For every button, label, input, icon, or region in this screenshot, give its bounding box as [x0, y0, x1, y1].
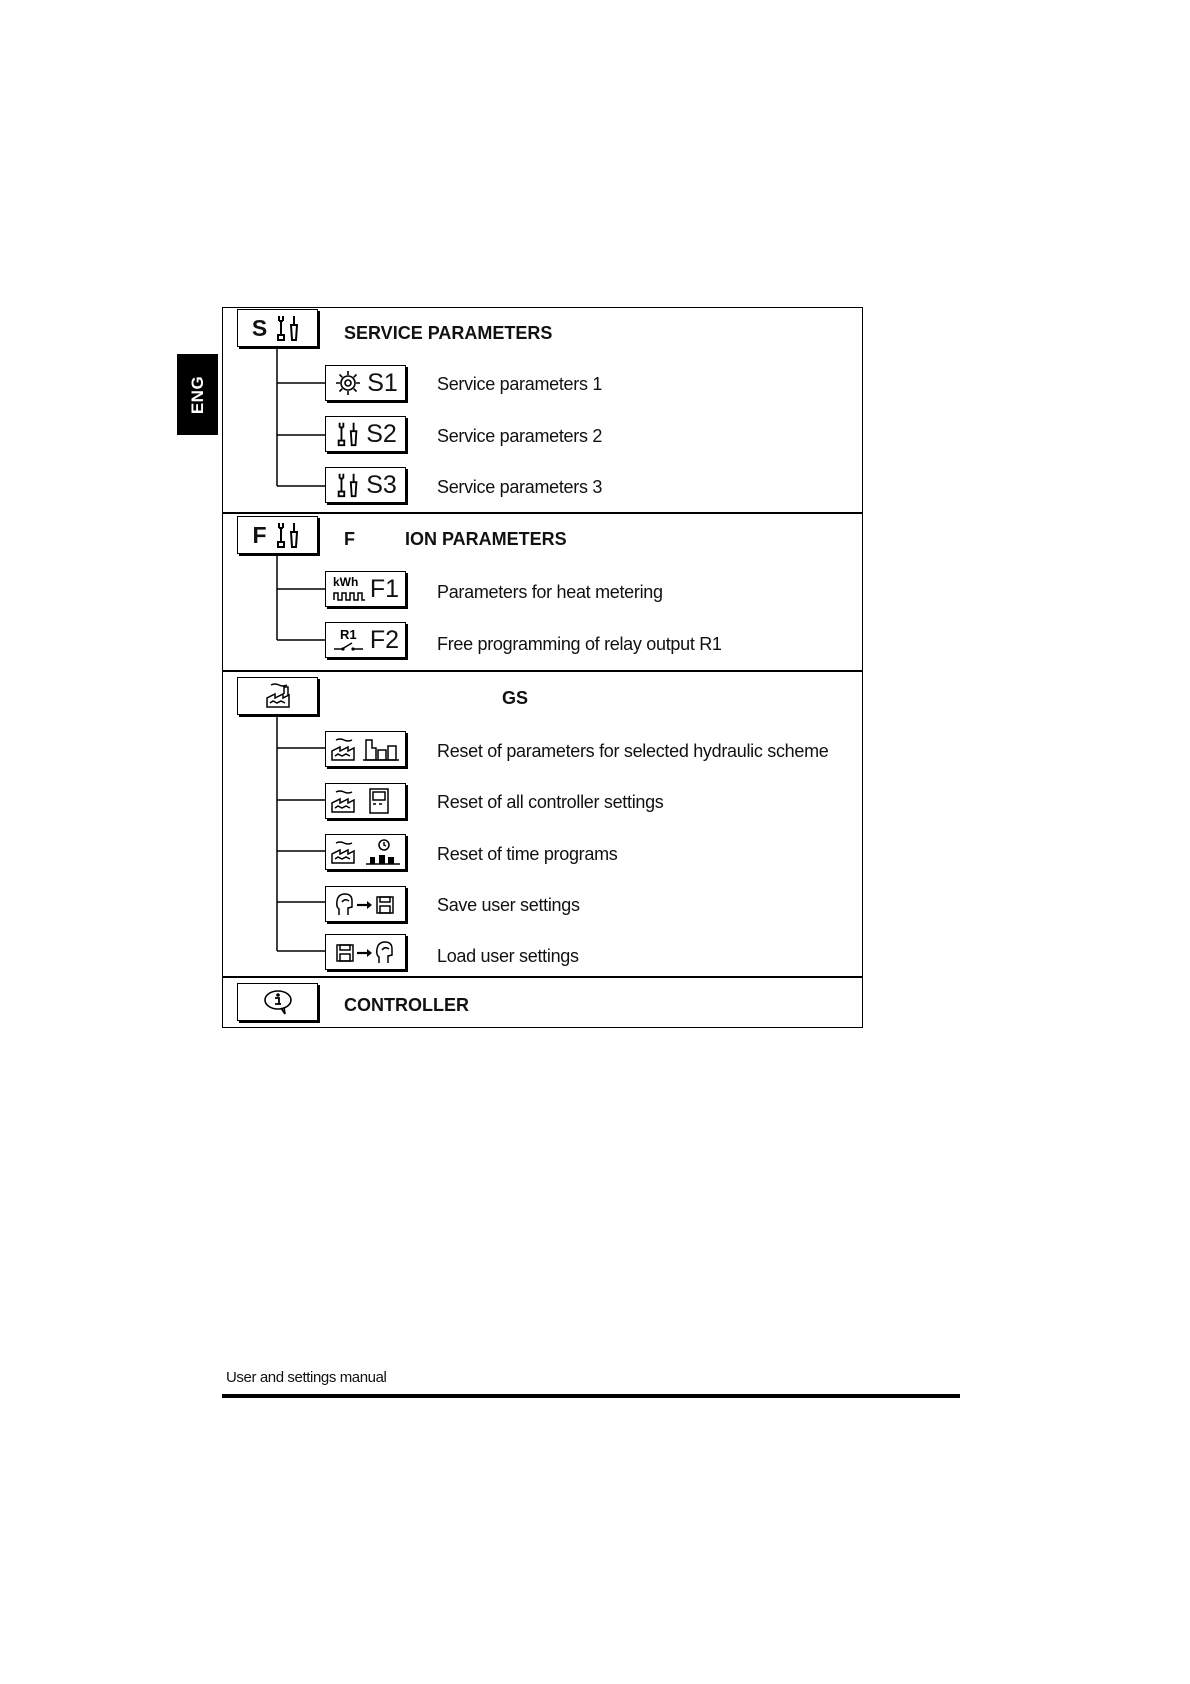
controller-info-icon-box[interactable] [237, 983, 318, 1021]
section-divider [222, 976, 863, 978]
reset-hydraulic-icon-box[interactable] [325, 731, 406, 767]
f2-icon-box[interactable] [325, 622, 406, 658]
section-heading-controller: CONTROLLER [344, 995, 469, 1015]
service-parameters-icon-box[interactable] [237, 309, 318, 347]
reset-settings-icon-box[interactable] [237, 677, 318, 715]
section-heading-service: SERVICE PARAMETERS [344, 323, 553, 343]
item-label: Parameters for heat metering [437, 582, 663, 602]
tools-icon [334, 470, 362, 500]
save-user-settings-icon-box[interactable] [325, 886, 406, 922]
footer-rule [222, 1394, 960, 1398]
footer-label: User and settings manual [226, 1369, 387, 1386]
s3-icon-box[interactable] [325, 467, 406, 503]
item-code: F1 [369, 574, 400, 603]
section-heading-reset: GS [502, 688, 529, 708]
section-divider [222, 512, 863, 514]
item-label: Reset of parameters for selected hydraulic scheme [437, 741, 829, 761]
language-tab [177, 354, 218, 435]
language-tab-label: ENG [187, 375, 207, 414]
tools-icon [273, 313, 303, 343]
relay-label: R1 [339, 627, 357, 642]
info-icon [261, 987, 295, 1017]
reset-hydraulic-scheme-icon [328, 734, 404, 764]
item-label: Service parameters 3 [437, 477, 603, 497]
kwh-label: kWh [332, 575, 359, 589]
s2-icon-box[interactable] [325, 416, 406, 452]
load-user-settings-icon [333, 937, 399, 967]
load-user-settings-icon-box[interactable] [325, 934, 406, 970]
reset-controller-icon [328, 786, 404, 816]
item-code: S2 [366, 419, 397, 448]
s1-icon-box[interactable] [325, 365, 406, 401]
item-label: Reset of all controller settings [437, 792, 664, 812]
item-label: Free programming of relay output R1 [437, 634, 722, 654]
tools-icon [334, 419, 362, 449]
item-label: Load user settings [437, 946, 579, 966]
relay-icon [332, 625, 366, 655]
function-parameters-icon-box[interactable] [237, 516, 318, 554]
reset-time-programs-icon [328, 837, 404, 867]
section-heading-function-part1: F [344, 529, 355, 549]
item-code: S1 [367, 368, 398, 397]
factory-reset-icon [263, 681, 293, 711]
item-code: F2 [369, 625, 400, 654]
item-label: Save user settings [437, 895, 580, 915]
item-code: S3 [366, 470, 397, 499]
section-divider [222, 670, 863, 672]
reset-time-programs-icon-box[interactable] [325, 834, 406, 870]
item-label: Service parameters 1 [437, 374, 603, 394]
f1-icon-box[interactable] [325, 571, 406, 607]
section-code: F [252, 521, 267, 548]
section-code: S [251, 314, 268, 341]
reset-controller-icon-box[interactable] [325, 783, 406, 819]
item-label: Service parameters 2 [437, 426, 603, 446]
tools-icon [273, 520, 303, 550]
save-user-settings-icon [333, 889, 399, 919]
menu-tree-frame [222, 307, 863, 1028]
section-heading-function-part2: ION PARAMETERS [405, 529, 567, 549]
item-label: Reset of time programs [437, 844, 618, 864]
kwh-meter-icon [332, 574, 368, 604]
gear-icon [333, 368, 363, 398]
